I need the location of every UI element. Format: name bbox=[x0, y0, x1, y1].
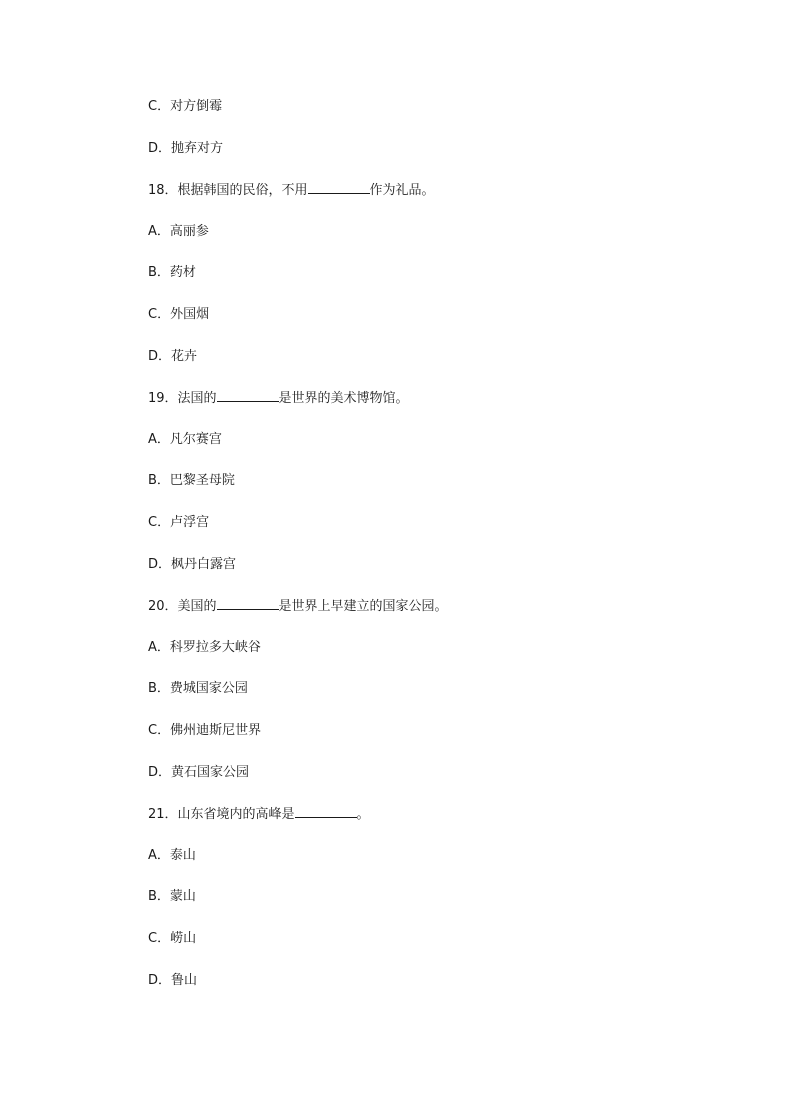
option-line: A．高丽参 bbox=[148, 224, 209, 239]
question-20 bbox=[148, 597, 448, 616]
option-line: D．鲁山 bbox=[148, 973, 198, 988]
fill-in-blank bbox=[308, 181, 370, 194]
question-text: 是世界上早建立的国家公园。 bbox=[278, 599, 448, 614]
fill-in-blank bbox=[295, 805, 357, 818]
question-text: 19．法国的 bbox=[148, 391, 217, 406]
question-19 bbox=[148, 389, 409, 408]
option-line: D．黄石国家公园 bbox=[148, 765, 250, 780]
option-line: B．蒙山 bbox=[148, 889, 196, 904]
question-text: 21．山东省境内的高峰是 bbox=[148, 807, 295, 822]
question-text: 18．根据韩国的民俗，不用 bbox=[148, 183, 308, 198]
option-line: D．枫丹白露宫 bbox=[148, 557, 237, 572]
option-line: A．凡尔赛宫 bbox=[148, 432, 222, 447]
question-text: 作为礼品。 bbox=[369, 183, 435, 198]
option-line: B．费城国家公园 bbox=[148, 681, 248, 696]
fill-in-blank bbox=[217, 389, 279, 402]
option-line: D．抛弃对方 bbox=[148, 141, 224, 156]
question-text: 20．美国的 bbox=[148, 599, 217, 614]
option-line: C．佛州迪斯尼世界 bbox=[148, 723, 262, 738]
option-line: C．卢浮宫 bbox=[148, 515, 210, 530]
fill-in-blank bbox=[217, 597, 279, 610]
question-18 bbox=[148, 181, 435, 200]
option-line: C．外国烟 bbox=[148, 307, 210, 322]
option-line: B．巴黎圣母院 bbox=[148, 473, 235, 488]
question-text: 。 bbox=[356, 807, 370, 822]
option-line: B．药材 bbox=[148, 265, 196, 280]
option-line: D．花卉 bbox=[148, 349, 198, 364]
option-line: A．泰山 bbox=[148, 848, 196, 863]
option-line: C．崂山 bbox=[148, 931, 197, 946]
option-line: A．科罗拉多大峡谷 bbox=[148, 640, 261, 655]
question-text: 是世界的美术博物馆。 bbox=[278, 391, 409, 406]
question-21 bbox=[148, 805, 370, 824]
option-line: C．对方倒霉 bbox=[148, 99, 223, 114]
